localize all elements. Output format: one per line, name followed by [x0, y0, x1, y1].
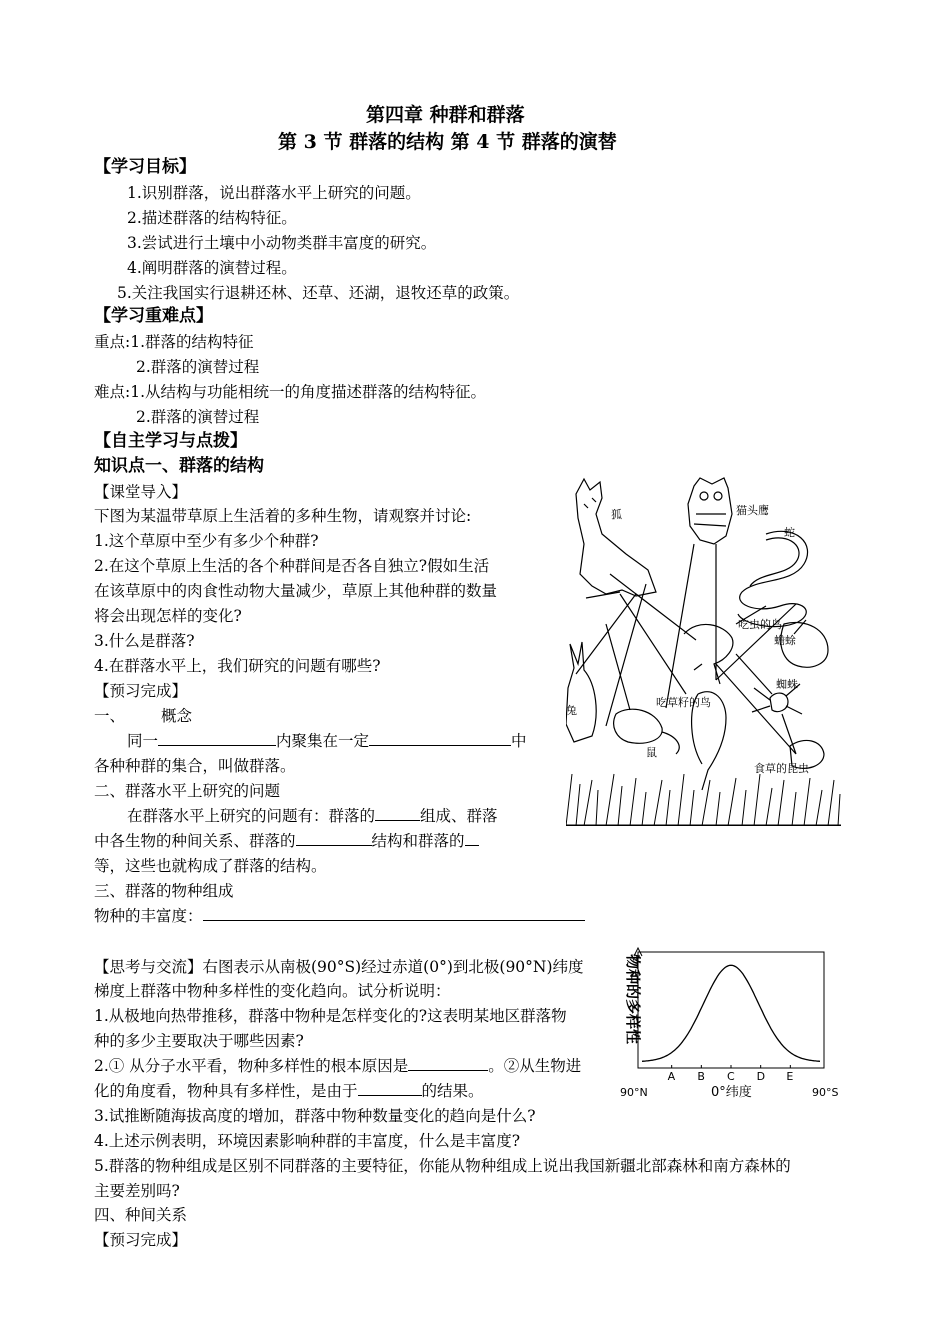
blank-field[interactable] — [203, 905, 585, 921]
section-2-line-3: 等，这些也就构成了群落的结构。 — [94, 857, 327, 875]
concept-text: 同一 — [127, 732, 159, 750]
blank-field[interactable] — [158, 730, 276, 746]
discuss-line-2: 梯度上群落中物种多样性的变化趋向。试分析说明： — [94, 982, 451, 1000]
label-seed-bird: 吃草籽的鸟 — [656, 696, 711, 709]
question: 将会出现怎样的变化? — [94, 607, 242, 625]
concept-text: 中 — [511, 732, 527, 750]
goal-item: 2.描述群落的结构特征。 — [127, 209, 297, 227]
section-4-title: 四、种间关系 — [94, 1206, 188, 1224]
concept-line-2: 各种种群的集合，叫做群落。 — [94, 757, 296, 775]
discuss-q4: 4.上述示例表明，环境因素影响种群的丰富度，什么是丰富度? — [94, 1132, 521, 1150]
key-line: 2.群落的演替过程 — [136, 408, 260, 426]
discuss-line-1: 【思考与交流】右图表示从南极(90°S)经过赤道(0°)到北极(90°N)纬度 — [94, 958, 584, 976]
section-1-title: 概念 — [161, 707, 193, 725]
chart-series-line — [642, 965, 820, 1061]
label-fox: 狐 — [611, 508, 622, 521]
blank-field[interactable] — [369, 730, 511, 746]
chart-frame — [638, 952, 824, 1068]
chapter-title: 第四章 种群和群落 — [366, 104, 525, 126]
intro-heading: 【课堂导入】 — [94, 483, 188, 501]
goals-heading: 【学习目标】 — [94, 157, 196, 177]
blank-field[interactable] — [296, 830, 372, 846]
label-snake: 蛇 — [784, 526, 795, 539]
chart-tick-label: 90°S — [812, 1086, 839, 1099]
preview-heading: 【预习完成】 — [94, 682, 188, 700]
chart-tick-label: A — [667, 1070, 676, 1083]
owl-drawing — [688, 478, 732, 544]
question: 在该草原中的肉食性动物大量减少，草原上其他种群的数量 — [94, 582, 498, 600]
discuss-q1a: 1.从极地向热带推移，群落中物种是怎样变化的?这表明某地区群落物 — [94, 1007, 567, 1025]
chart-tick-label: C — [727, 1070, 735, 1083]
question: 3.什么是群落? — [94, 632, 195, 650]
text: 组成、群落 — [420, 807, 498, 825]
text: 中各生物的种间关系、群落的 — [94, 832, 296, 850]
key-line: 重点:1.群落的结构特征 — [94, 333, 254, 351]
text: 的结果。 — [421, 1082, 484, 1100]
chart-tick-label: D — [756, 1070, 766, 1083]
chart-tick-label: E — [786, 1070, 794, 1083]
label-insect: 食草的昆虫 — [754, 762, 809, 775]
section-2-title: 二、群落水平上研究的问题 — [94, 782, 281, 800]
species-diversity-chart — [612, 944, 842, 1104]
text: 在群落水平上研究的问题有：群落的 — [127, 807, 376, 825]
blank-field[interactable] — [375, 805, 420, 821]
intro-text: 下图为某温带草原上生活着的多种生物，请观察并讨论: — [94, 507, 472, 525]
section-title: 第 3 节 群落的结构 第 4 节 群落的演替 — [278, 131, 617, 153]
discuss-q2-line1 — [94, 1055, 581, 1077]
blank-field[interactable] — [465, 830, 479, 846]
goal-item: 1.识别群落，说出群落水平上研究的问题。 — [127, 184, 421, 202]
goal-item: 3.尝试进行土壤中小动物类群丰富度的研究。 — [127, 234, 437, 252]
knowledge-point-1: 知识点一、群落的结构 — [94, 456, 264, 476]
blank-field[interactable] — [408, 1055, 488, 1071]
preview-heading-2: 【预习完成】 — [94, 1231, 188, 1249]
chart-tick-label: B — [697, 1070, 705, 1083]
text: 化的角度看，物种具有多样性，是由于 — [94, 1082, 358, 1100]
food-web-illustration — [566, 474, 841, 826]
key-line: 难点:1.从结构与功能相统一的角度描述群落的结构特征。 — [94, 383, 487, 401]
chart-tick-labels — [620, 1065, 838, 1100]
question: 4.在群落水平上，我们研究的问题有哪些? — [94, 657, 381, 675]
text: 物种的丰富度： — [94, 907, 203, 925]
self-study-heading: 【自主学习与点拨】 — [94, 431, 247, 451]
concept-text: 内聚集在一定 — [276, 732, 370, 750]
text: 。②从生物进 — [488, 1057, 582, 1075]
goal-item: 5.关注我国实行退耕还林、还草、还湖，退牧还草的政策。 — [117, 284, 520, 302]
discuss-q1b: 种的多少主要取决于哪些因素? — [94, 1032, 304, 1050]
rabbit-drawing — [566, 642, 596, 742]
text: 2.① 从分子水平看，物种多样性的根本原因是 — [94, 1057, 409, 1075]
chart-tick-label: 90°N — [620, 1086, 648, 1099]
chart-y-label: 物种的多样性 — [624, 954, 642, 1045]
label-spider: 蜘蛛 — [776, 678, 798, 691]
question: 2.在这个草原上生活的各个种群间是否各自独立?假如生活 — [94, 557, 490, 575]
chart-x-center-label: 0°纬度 — [711, 1085, 752, 1100]
section-1-num: 一、 — [94, 707, 126, 725]
key-heading: 【学习重难点】 — [94, 306, 213, 326]
blank-field[interactable] — [358, 1080, 422, 1096]
section-3-title: 三、群落的物种组成 — [94, 882, 234, 900]
text: 结构和群落的 — [371, 832, 465, 850]
goal-item: 4.阐明群落的演替过程。 — [127, 259, 297, 277]
question: 1.这个草原中至少有多少个种群? — [94, 532, 319, 550]
discuss-q5b: 主要差别吗? — [94, 1182, 180, 1200]
label-mouse: 鼠 — [646, 746, 657, 759]
discuss-q2-line2 — [94, 1080, 484, 1102]
label-insect-bird: 吃虫的鸟 — [738, 618, 782, 631]
section-2-line-1 — [127, 805, 498, 827]
concept-line — [127, 730, 527, 752]
label-rabbit: 兔 — [566, 704, 577, 717]
label-owl: 猫头鹰 — [736, 504, 769, 517]
section-2-line-2 — [94, 830, 479, 852]
label-toad: 蟾蜍 — [774, 634, 796, 647]
richness-line — [94, 905, 585, 927]
discuss-q5a: 5.群落的物种组成是区别不同群落的主要特征，你能从物种组成上说出我国新疆北部森林和南方森林的 — [94, 1157, 791, 1175]
key-line: 2.群落的演替过程 — [136, 358, 260, 376]
discuss-q3: 3.试推断随海拔高度的增加，群落中物种数量变化的趋向是什么? — [94, 1107, 536, 1125]
